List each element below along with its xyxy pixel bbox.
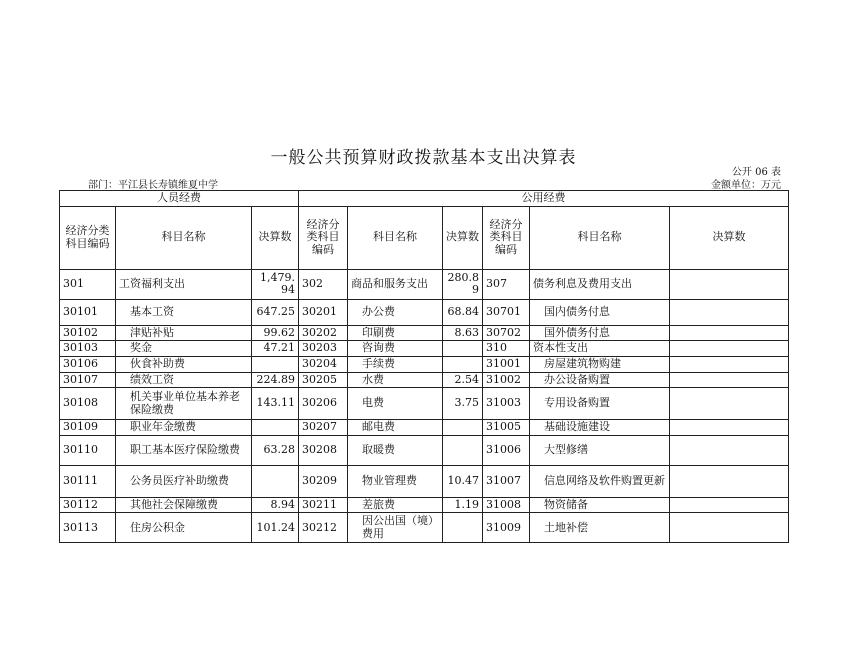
name-cell: 专用设备购置 xyxy=(530,388,670,420)
table-row xyxy=(60,356,789,372)
code-cell: 30209 xyxy=(299,465,348,497)
amount-cell: 47.21 xyxy=(252,341,299,357)
name-cell: 手续费 xyxy=(348,356,443,372)
form-number: 公开 06 表 xyxy=(731,167,781,178)
table-row xyxy=(60,513,789,543)
name-cell: 职工基本医疗保险缴费 xyxy=(116,435,252,465)
col-header-amount: 决算数 xyxy=(670,206,789,269)
amount-cell xyxy=(252,420,299,436)
name-cell: 办公设备购置 xyxy=(530,372,670,388)
name-cell: 基本工资 xyxy=(116,299,252,325)
code-cell: 31001 xyxy=(483,356,530,372)
amount-cell: 101.24 xyxy=(252,513,299,543)
col-header-code: 经济分类科目编码 xyxy=(60,206,116,269)
amount-cell: 68.84 xyxy=(443,299,483,325)
amount-cell xyxy=(670,325,789,341)
code-cell: 30103 xyxy=(60,341,116,357)
col-header-name: 科目名称 xyxy=(116,206,252,269)
amount-cell xyxy=(670,497,789,513)
code-cell: 301 xyxy=(60,269,116,299)
table-row xyxy=(60,388,789,420)
name-cell: 房屋建筑物购建 xyxy=(530,356,670,372)
page-title: 一般公共预算财政拨款基本支出决算表 xyxy=(270,148,577,168)
amount-cell xyxy=(443,341,483,357)
amount-cell xyxy=(443,356,483,372)
group-header-row xyxy=(60,191,789,207)
department-label: 部门：平江县长寿镇维夏中学 xyxy=(88,180,218,191)
name-cell: 绩效工资 xyxy=(116,372,252,388)
name-cell: 邮电费 xyxy=(348,420,443,436)
code-cell: 30212 xyxy=(299,513,348,543)
table-row xyxy=(60,269,789,299)
col-header-amount: 决算数 xyxy=(443,206,483,269)
code-cell: 30202 xyxy=(299,325,348,341)
amount-cell: 63.28 xyxy=(252,435,299,465)
name-cell: 物业管理费 xyxy=(348,465,443,497)
amount-cell: 8.63 xyxy=(443,325,483,341)
code-cell: 302 xyxy=(299,269,348,299)
amount-cell: 1.19 xyxy=(443,497,483,513)
amount-cell: 647.25 xyxy=(252,299,299,325)
name-cell: 国内债务付息 xyxy=(530,299,670,325)
table-row xyxy=(60,435,789,465)
name-cell: 取暖费 xyxy=(348,435,443,465)
amount-cell: 280.89 xyxy=(443,269,483,299)
name-cell: 大型修缮 xyxy=(530,435,670,465)
name-cell: 咨询费 xyxy=(348,341,443,357)
col-header-code: 经济分类科目编码 xyxy=(483,206,530,269)
name-cell: 差旅费 xyxy=(348,497,443,513)
amount-cell xyxy=(252,465,299,497)
code-cell: 30206 xyxy=(299,388,348,420)
name-cell: 津贴补贴 xyxy=(116,325,252,341)
table-row xyxy=(60,341,789,357)
table-row xyxy=(60,299,789,325)
code-cell: 31002 xyxy=(483,372,530,388)
code-cell: 31009 xyxy=(483,513,530,543)
code-cell: 30107 xyxy=(60,372,116,388)
code-cell: 30111 xyxy=(60,465,116,497)
name-cell: 资本性支出 xyxy=(530,341,670,357)
code-cell: 30110 xyxy=(60,435,116,465)
code-cell: 30701 xyxy=(483,299,530,325)
code-cell: 30208 xyxy=(299,435,348,465)
code-cell: 30201 xyxy=(299,299,348,325)
expenditure-table xyxy=(59,190,789,543)
col-header-name: 科目名称 xyxy=(530,206,670,269)
name-cell: 办公费 xyxy=(348,299,443,325)
name-cell: 机关事业单位基本养老保险缴费 xyxy=(116,388,252,420)
group-personnel-header: 人员经费 xyxy=(60,191,299,207)
column-header-row xyxy=(60,206,789,269)
col-header-name: 科目名称 xyxy=(348,206,443,269)
amount-cell: 143.11 xyxy=(252,388,299,420)
amount-cell xyxy=(670,356,789,372)
code-cell: 31007 xyxy=(483,465,530,497)
name-cell: 电费 xyxy=(348,388,443,420)
amount-cell xyxy=(670,341,789,357)
code-cell: 30702 xyxy=(483,325,530,341)
unit-label: 金额单位：万元 xyxy=(711,180,781,191)
amount-cell xyxy=(443,513,483,543)
amount-cell: 2.54 xyxy=(443,372,483,388)
name-cell: 国外债务付息 xyxy=(530,325,670,341)
code-cell: 31006 xyxy=(483,435,530,465)
table-row xyxy=(60,420,789,436)
amount-cell xyxy=(443,435,483,465)
amount-cell xyxy=(670,388,789,420)
name-cell: 住房公积金 xyxy=(116,513,252,543)
table-row xyxy=(60,465,789,497)
table-row xyxy=(60,497,789,513)
code-cell: 30112 xyxy=(60,497,116,513)
amount-cell xyxy=(443,420,483,436)
col-header-code: 经济分类科目编码 xyxy=(299,206,348,269)
code-cell: 31008 xyxy=(483,497,530,513)
name-cell: 伙食补助费 xyxy=(116,356,252,372)
name-cell: 债务利息及费用支出 xyxy=(530,269,670,299)
table-row xyxy=(60,372,789,388)
amount-cell xyxy=(670,513,789,543)
code-cell: 30205 xyxy=(299,372,348,388)
amount-cell xyxy=(670,420,789,436)
amount-cell xyxy=(670,269,789,299)
name-cell: 土地补偿 xyxy=(530,513,670,543)
name-cell: 物资储备 xyxy=(530,497,670,513)
name-cell: 基础设施建设 xyxy=(530,420,670,436)
amount-cell xyxy=(670,299,789,325)
code-cell: 310 xyxy=(483,341,530,357)
code-cell: 30108 xyxy=(60,388,116,420)
amount-cell: 99.62 xyxy=(252,325,299,341)
amount-cell: 8.94 xyxy=(252,497,299,513)
name-cell: 职业年金缴费 xyxy=(116,420,252,436)
name-cell: 工资福利支出 xyxy=(116,269,252,299)
code-cell: 31005 xyxy=(483,420,530,436)
name-cell: 水费 xyxy=(348,372,443,388)
amount-cell: 10.47 xyxy=(443,465,483,497)
amount-cell xyxy=(252,356,299,372)
table-row xyxy=(60,325,789,341)
code-cell: 30113 xyxy=(60,513,116,543)
name-cell: 商品和服务支出 xyxy=(348,269,443,299)
code-cell: 30106 xyxy=(60,356,116,372)
code-cell: 31003 xyxy=(483,388,530,420)
code-cell: 30211 xyxy=(299,497,348,513)
code-cell: 30102 xyxy=(60,325,116,341)
code-cell: 307 xyxy=(483,269,530,299)
code-cell: 30109 xyxy=(60,420,116,436)
amount-cell xyxy=(670,435,789,465)
code-cell: 30203 xyxy=(299,341,348,357)
name-cell: 公务员医疗补助缴费 xyxy=(116,465,252,497)
name-cell: 其他社会保障缴费 xyxy=(116,497,252,513)
amount-cell xyxy=(670,465,789,497)
code-cell: 30207 xyxy=(299,420,348,436)
name-cell: 奖金 xyxy=(116,341,252,357)
amount-cell xyxy=(670,372,789,388)
name-cell: 因公出国（境）费用 xyxy=(348,513,443,543)
group-public-header: 公用经费 xyxy=(299,191,789,207)
amount-cell: 3.75 xyxy=(443,388,483,420)
code-cell: 30204 xyxy=(299,356,348,372)
name-cell: 信息网络及软件购置更新 xyxy=(530,465,670,497)
name-cell: 印刷费 xyxy=(348,325,443,341)
amount-cell: 1,479.94 xyxy=(252,269,299,299)
amount-cell: 224.89 xyxy=(252,372,299,388)
code-cell: 30101 xyxy=(60,299,116,325)
col-header-amount: 决算数 xyxy=(252,206,299,269)
